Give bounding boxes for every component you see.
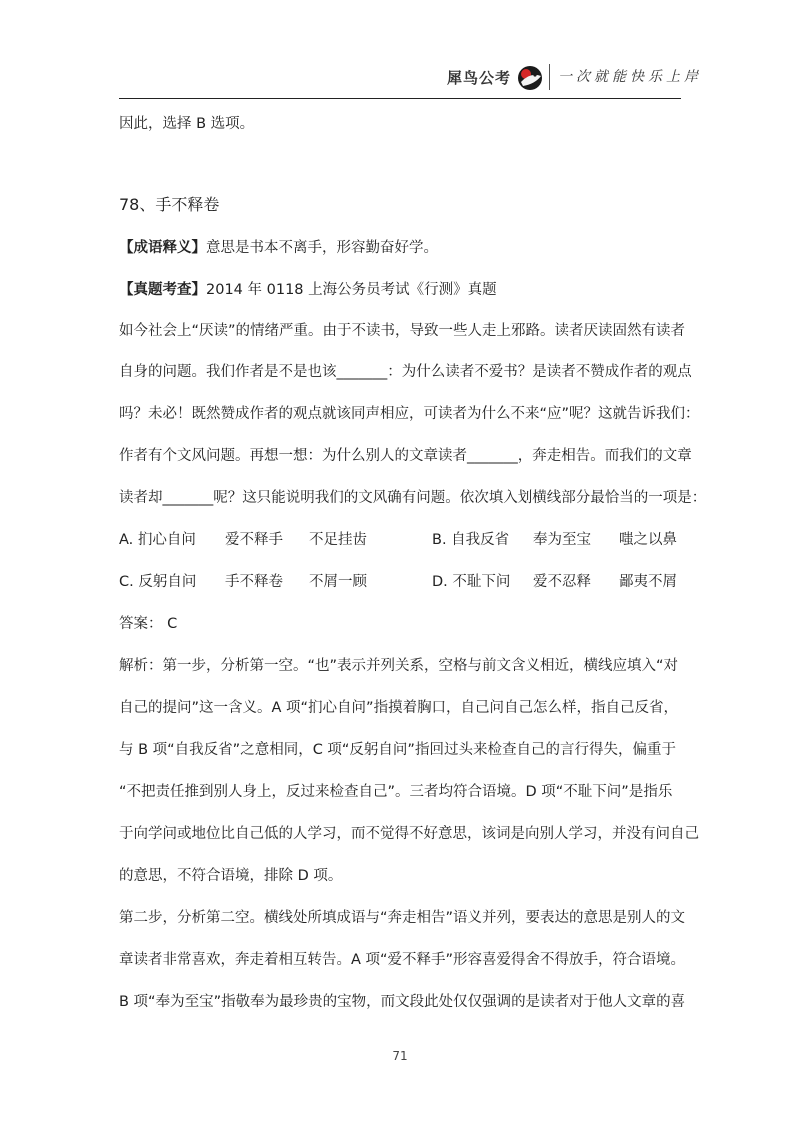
page-header bbox=[0, 0, 800, 100]
idiom-meaning bbox=[119, 238, 438, 258]
header-divider bbox=[549, 64, 550, 90]
page-number: 71 bbox=[392, 1049, 408, 1063]
analysis-line: 与 B 项“自我反省”之意相同，C 项“反躬自问”指回过头来检查自己的言行得失，偏重于 bbox=[119, 742, 676, 758]
option-a-word1: A. 扪心自问 bbox=[119, 532, 196, 548]
option-a-word3: 不足挂齿 bbox=[309, 532, 367, 548]
question-line: 读者却_______呢？这只能说明我们的文风确有问题。依次填入划横线部分最恰当的一项是： bbox=[119, 490, 707, 506]
analysis-line: 于向学问或地位比自己低的人学习，而不觉得不好意思，该词是向别人学习，并没有问自己 bbox=[119, 826, 699, 842]
meaning-text: 意思是书本不离手，形容勤奋好学。 bbox=[206, 240, 438, 256]
brand-logo bbox=[447, 60, 545, 94]
analysis-line: 解析：第一步，分析第一空。“也”表示并列关系，空格与前文含义相近，横线应填入“对 bbox=[119, 658, 679, 674]
analysis-line: 第二步，分析第二空。横线处所填成语与“奔走相告”语义并列，要表达的意思是别人的文 bbox=[119, 910, 686, 926]
analysis-line: “不把责任推到别人身上，反过来检查自己”。三者均符合语境。D 项“不耻下问”是指乐 bbox=[119, 784, 673, 800]
hornbill-logo-icon bbox=[515, 62, 545, 92]
answer: 答案： C bbox=[119, 616, 178, 632]
entry-title: 78、手不释卷 bbox=[119, 195, 220, 214]
exam-source bbox=[119, 280, 497, 300]
option-c-word1: C. 反躬自问 bbox=[119, 574, 197, 590]
question-line: 如今社会上“厌读”的情绪严重。由于不读书，导致一些人走上邪路。读者厌读固然有读者 bbox=[119, 323, 686, 339]
exam-text: 2014 年 0118 上海公务员考试《行测》真题 bbox=[206, 282, 497, 298]
option-d-word2: 爱不忍释 bbox=[533, 574, 591, 590]
previous-conclusion: 因此，选择 B 选项。 bbox=[119, 116, 255, 132]
option-d-word1: D. 不耻下问 bbox=[432, 574, 511, 590]
analysis-line: 的意思，不符合语境，排除 D 项。 bbox=[119, 868, 343, 884]
option-b-word1: B. 自我反省 bbox=[432, 532, 510, 548]
question-line: 自身的问题。我们作者是不是也该_______：为什么读者不爱书？是读者不赞成作者的观点 bbox=[119, 364, 692, 380]
option-b-word3: 嗤之以鼻 bbox=[619, 532, 677, 548]
question-line: 作者有个文风问题。再想一想：为什么别人的文章读者_______，奔走相告。而我们的文章 bbox=[119, 448, 692, 464]
analysis-line: 章读者非常喜欢，奔走着相互转告。A 项“爱不释手”形容喜爱得舍不得放手，符合语境。 bbox=[119, 952, 686, 968]
meaning-label: 【成语释义】 bbox=[119, 240, 206, 256]
option-a-word2: 爱不释手 bbox=[225, 532, 283, 548]
question-line: 吗？未必！既然赞成作者的观点就该同声相应，可读者为什么不来“应”呢？这就告诉我们： bbox=[119, 406, 700, 422]
option-b-word2: 奉为至宝 bbox=[533, 532, 591, 548]
option-d-word3: 鄙夷不屑 bbox=[619, 574, 677, 590]
option-c-word2: 手不释卷 bbox=[225, 574, 283, 590]
analysis-line: B 项“奉为至宝”指敬奉为最珍贵的宝物，而文段此处仅仅强调的是读者对于他人文章的喜 bbox=[119, 994, 686, 1010]
option-c-word3: 不屑一顾 bbox=[309, 574, 367, 590]
header-slogan: 一次就能快乐上岸 bbox=[558, 69, 702, 85]
analysis-line: 自己的提问”这一含义。A 项“扪心自问”指摸着胸口，自己问自己怎么样，指自己反省， bbox=[119, 700, 679, 716]
exam-label: 【真题考查】 bbox=[119, 282, 206, 298]
logo-text: 犀鸟公考 bbox=[447, 68, 512, 87]
header-rule bbox=[119, 98, 681, 99]
